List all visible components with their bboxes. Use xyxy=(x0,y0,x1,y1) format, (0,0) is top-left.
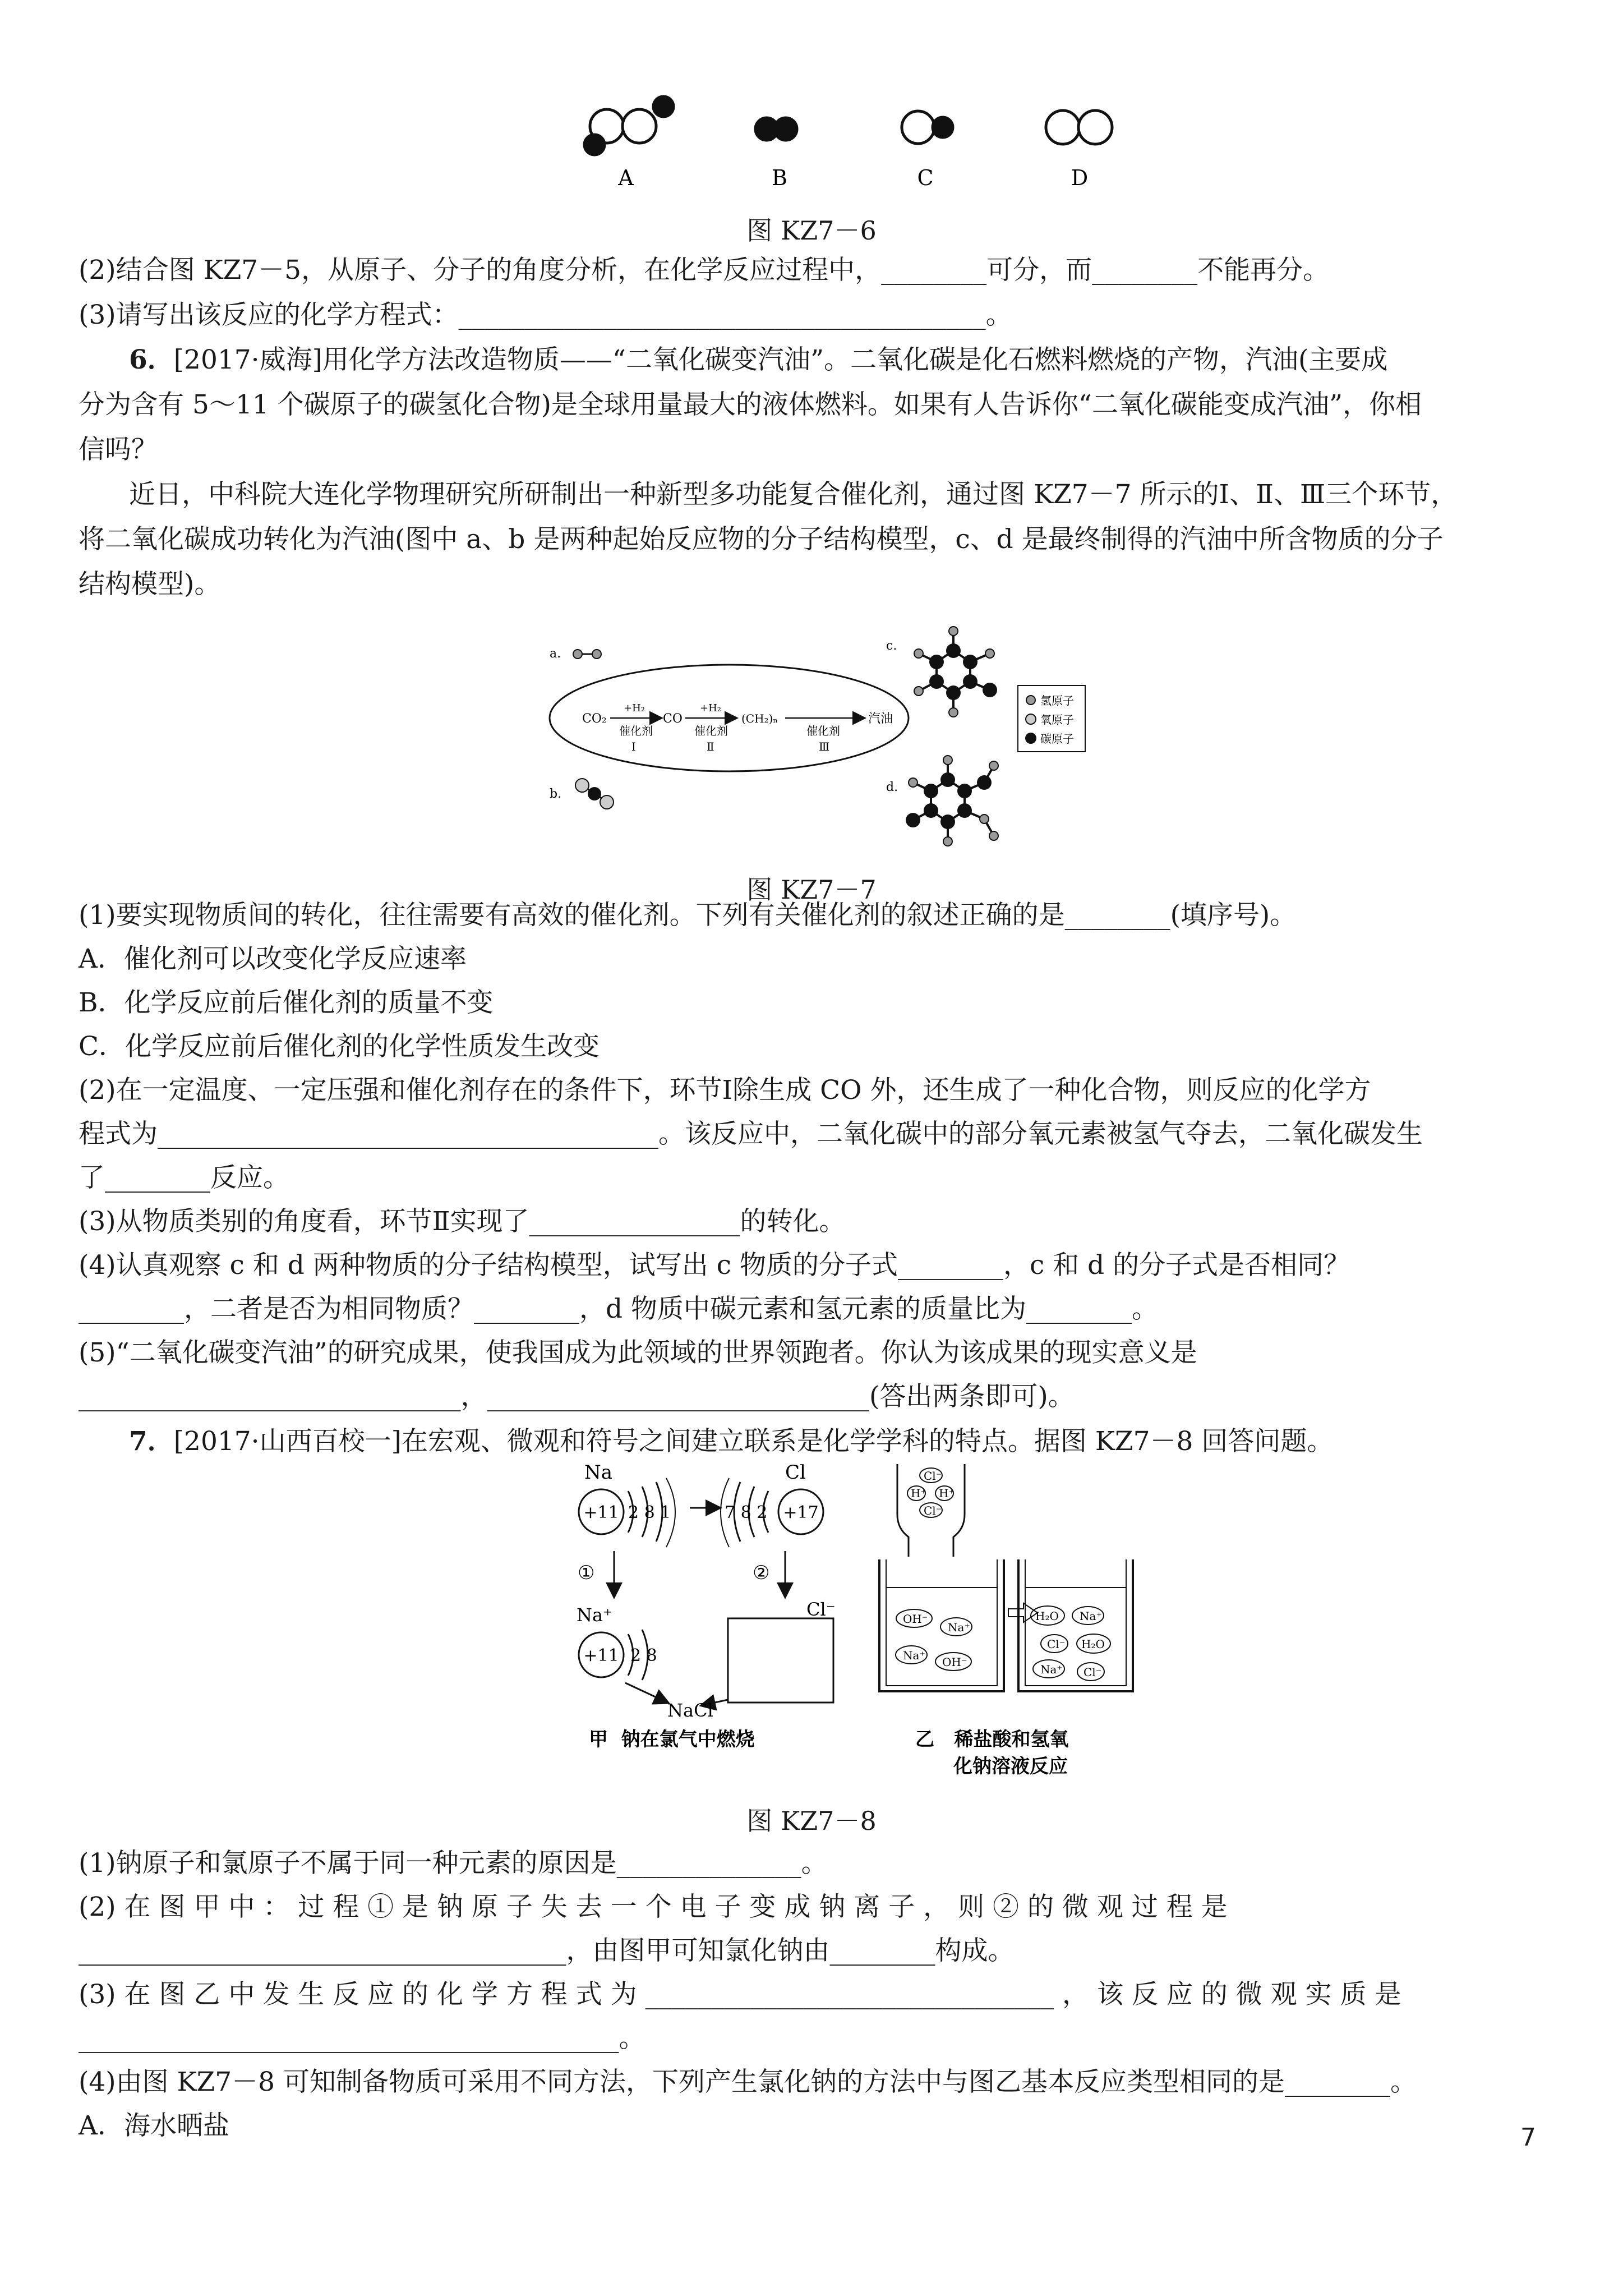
q6-intro-line1: 6．[2017·威海]用化学方法改造物质——“二氧化碳变汽油”。二氧化碳是化石燃料燃烧的产物，汽油(主要成 xyxy=(129,344,1388,375)
fig7-label-b: b. xyxy=(550,787,562,801)
svg-text:Cl⁻: Cl⁻ xyxy=(806,1599,836,1620)
q6-sub1: (1)要实现物质间的转化，往往需要有高效的催化剂。下列有关催化剂的叙述正确的是________(填序号)。 xyxy=(79,900,1297,931)
molecule-d-atom xyxy=(1046,111,1080,144)
svg-text:Na⁺: Na⁺ xyxy=(903,1649,925,1662)
svg-text:汽油: 汽油 xyxy=(868,712,893,726)
q6-sub4-line2: ________，二者是否为相同物质？________，d 物质中碳元素和氢元素的质量比为________。 xyxy=(79,1294,1159,1324)
svg-text:氧原子: 氧原子 xyxy=(1040,713,1074,726)
svg-text:Cl⁻: Cl⁻ xyxy=(1083,1665,1102,1679)
svg-text:H₂O: H₂O xyxy=(1081,1637,1105,1651)
oxygen-atom xyxy=(575,779,589,792)
q6-sub2-line3: 了________反应。 xyxy=(79,1162,289,1193)
svg-text:Na⁺: Na⁺ xyxy=(1040,1663,1063,1676)
molecule-c-atom xyxy=(902,111,934,144)
svg-text:②: ② xyxy=(753,1562,770,1584)
figure-caption-kz7-8: 图 KZ7－8 xyxy=(746,1806,877,1836)
figure-caption-kz7-7: 图 KZ7－7 xyxy=(746,875,877,905)
fig6-label-a: A xyxy=(618,165,634,190)
hydrogen-atom xyxy=(592,650,601,659)
figure-caption-kz7-6: 图 KZ7－6 xyxy=(746,215,877,246)
fig6-label-c: C xyxy=(917,165,934,190)
svg-text:①: ① xyxy=(578,1562,595,1584)
svg-text:Na: Na xyxy=(584,1461,613,1484)
legend-oxygen-icon xyxy=(1026,714,1036,724)
oxygen-atom xyxy=(600,795,614,809)
q6-sub5-line1: (5)“二氧化碳变汽油”的研究成果，使我国成为此领域的世界领跑者。你认为该成果的现实意义是 xyxy=(79,1337,1197,1368)
svg-text:CO₂: CO₂ xyxy=(582,712,607,726)
svg-text:+11: +11 xyxy=(583,1646,619,1665)
molecule-b-atom xyxy=(774,118,797,140)
svg-text:7 8 2: 7 8 2 xyxy=(725,1503,768,1522)
svg-text:H⁺: H⁺ xyxy=(939,1487,955,1500)
q7-option-a: A．海水晒盐 xyxy=(79,2110,229,2141)
q5-part3: (3)请写出该反应的化学方程式：________________________________________。 xyxy=(79,300,1012,330)
svg-text:(CH₂)ₙ: (CH₂)ₙ xyxy=(741,712,778,725)
caption-yi-line1: 乙 稀盐酸和氢氧 xyxy=(915,1728,1069,1751)
svg-text:2 8 1: 2 8 1 xyxy=(628,1503,671,1522)
carbon-atom xyxy=(588,787,601,800)
q6-sub2-line2: 程式为______________________________________。该反应中，二氧化碳中的部分氧元素被氢气夺去，二氧化碳发生 xyxy=(79,1119,1423,1149)
q6-option-c: C．化学反应前后催化剂的化学性质发生改变 xyxy=(79,1031,600,1062)
q6-intro-line6: 结构模型)。 xyxy=(79,569,221,600)
q7-sub2-line1: (2) 在 图 甲 中 ： 过 程 ① 是 钠 原 子 失 去 一 个 电 子 变 成 钠 离 子 ， 则 ② 的 微 观 过 程 是 xyxy=(79,1892,1228,1922)
svg-text:H⁺: H⁺ xyxy=(911,1487,926,1500)
svg-text:Cl⁻: Cl⁻ xyxy=(924,1504,942,1517)
q7-sub4: (4)由图 KZ7－8 可知制备物质可采用不同方法，下列产生氯化钠的方法中与图乙基本反应类型相同的是________。 xyxy=(79,2067,1417,2097)
q6-sub4-line1: (4)认真观察 c 和 d 两种物质的分子结构模型，试写出 c 物质的分子式________，c 和 d 的分子式是否相同？ xyxy=(79,1250,1350,1281)
svg-text:氢原子: 氢原子 xyxy=(1040,694,1074,707)
q7-sub2-line2: _____________________________________，由图甲可知氯化钠由________构成。 xyxy=(79,1935,1015,1966)
page-number: 7 xyxy=(1520,2123,1536,2152)
svg-text:Cl⁻: Cl⁻ xyxy=(1047,1637,1066,1651)
caption-yi-line2: 化钠溶液反应 xyxy=(953,1755,1068,1778)
molecule-a-atom xyxy=(653,96,674,117)
svg-text:+H₂: +H₂ xyxy=(700,702,721,714)
q6-intro-line4: 近日，中科院大连化学物理研究所研制出一种新型多功能复合催化剂，通过图 KZ7－7 所示的Ⅰ、Ⅱ、Ⅲ三个环节， xyxy=(129,479,1458,510)
legend-hydrogen-icon xyxy=(1026,696,1035,705)
fig7-label-c: c. xyxy=(886,639,897,653)
fig7-label-a: a. xyxy=(550,647,561,661)
q6-intro-line3: 信吗？ xyxy=(79,434,158,465)
hydrogen-atom xyxy=(573,650,582,659)
figure-kz7-8 xyxy=(572,1458,1144,1795)
q7-intro: 7．[2017·山西百校一]在宏观、微观和符号之间建立联系是化学学科的特点。据图 KZ7－8 回答问题。 xyxy=(129,1426,1334,1457)
molecule-c-atom xyxy=(933,117,953,137)
molecule-a-atom xyxy=(623,109,656,143)
svg-text:+H₂: +H₂ xyxy=(624,702,645,714)
svg-text:Na⁺: Na⁺ xyxy=(577,1604,612,1626)
reaction-arrow-icon xyxy=(1008,1603,1038,1622)
q6-intro-line2: 分为含有 5～11 个碳原子的碳氢化合物)是全球用量最大的液体燃料。如果有人告诉你“二氧化碳能变成汽油”，你相 xyxy=(79,389,1422,420)
svg-text:OH⁻: OH⁻ xyxy=(903,1612,928,1626)
fig6-label-d: D xyxy=(1071,165,1089,190)
svg-text:Cl: Cl xyxy=(785,1461,806,1484)
svg-text:碳原子: 碳原子 xyxy=(1040,732,1074,746)
q6-intro-line5: 将二氧化碳成功转化为汽油(图中 a、b 是两种起始反应物的分子结构模型，c、d 是最终制得的汽油中所含物质的分子 xyxy=(79,524,1444,555)
q6-sub2-line1: (2)在一定温度、一定压强和催化剂存在的条件下，环节Ⅰ除生成 CO 外，还生成了一种化合物，则反应的化学方 xyxy=(79,1075,1371,1106)
q7-sub1: (1)钠原子和氯原子不属于同一种元素的原因是______________。 xyxy=(79,1848,828,1879)
molecule-a-atom xyxy=(584,135,605,155)
caption-jia: 甲 钠在氯气中燃烧 xyxy=(589,1728,755,1751)
svg-text:Ⅰ: Ⅰ xyxy=(631,740,636,753)
figure-kz7-7 xyxy=(538,623,1099,869)
svg-text:催化剂: 催化剂 xyxy=(619,724,653,738)
svg-text:Ⅱ: Ⅱ xyxy=(707,740,714,753)
q7-sub3-line2: _________________________________________。 xyxy=(79,2023,645,2054)
q7-number: 7． xyxy=(129,1426,174,1457)
q5-part2: (2)结合图 KZ7－5，从原子、分子的角度分析，在化学反应过程中，________可分，而________不能再分。 xyxy=(79,255,1330,286)
molecule-d-atom xyxy=(1078,111,1112,144)
svg-text:CO: CO xyxy=(663,712,683,726)
fig6-label-b: B xyxy=(772,165,787,190)
svg-text:+11: +11 xyxy=(583,1503,619,1522)
svg-text:OH⁻: OH⁻ xyxy=(942,1655,967,1669)
svg-text:H₂O: H₂O xyxy=(1035,1609,1059,1623)
svg-text:NaCl: NaCl xyxy=(667,1700,713,1721)
fig7-label-d: d. xyxy=(886,780,898,794)
svg-text:Na⁺: Na⁺ xyxy=(948,1621,970,1634)
svg-text:催化剂: 催化剂 xyxy=(806,724,840,738)
q6-sub5-line2: _____________________________，_____________________________(答出两条即可)。 xyxy=(79,1381,1075,1412)
q6-sub3: (3)从物质类别的角度看，环节Ⅱ实现了________________的转化。 xyxy=(79,1206,846,1237)
chloride-ion-answer-box xyxy=(728,1618,833,1703)
legend-carbon-icon xyxy=(1025,733,1036,744)
q6-option-a: A．催化剂可以改变化学反应速率 xyxy=(79,944,467,974)
svg-text:2 8: 2 8 xyxy=(630,1646,657,1665)
q6-option-b: B．化学反应前后催化剂的质量不变 xyxy=(79,987,494,1018)
svg-text:Ⅲ: Ⅲ xyxy=(819,740,830,753)
svg-text:催化剂: 催化剂 xyxy=(694,724,728,738)
svg-text:Na⁺: Na⁺ xyxy=(1080,1609,1102,1623)
svg-text:+17: +17 xyxy=(783,1503,819,1522)
q6-number: 6． xyxy=(129,344,174,375)
svg-text:Cl⁻: Cl⁻ xyxy=(924,1469,942,1483)
q7-sub3-line1: (3) 在 图 乙 中 发 生 反 应 的 化 学 方 程 式 为 _______________________________ ， 该 反 应 的 微 观 实 质 是 xyxy=(79,1979,1401,2010)
